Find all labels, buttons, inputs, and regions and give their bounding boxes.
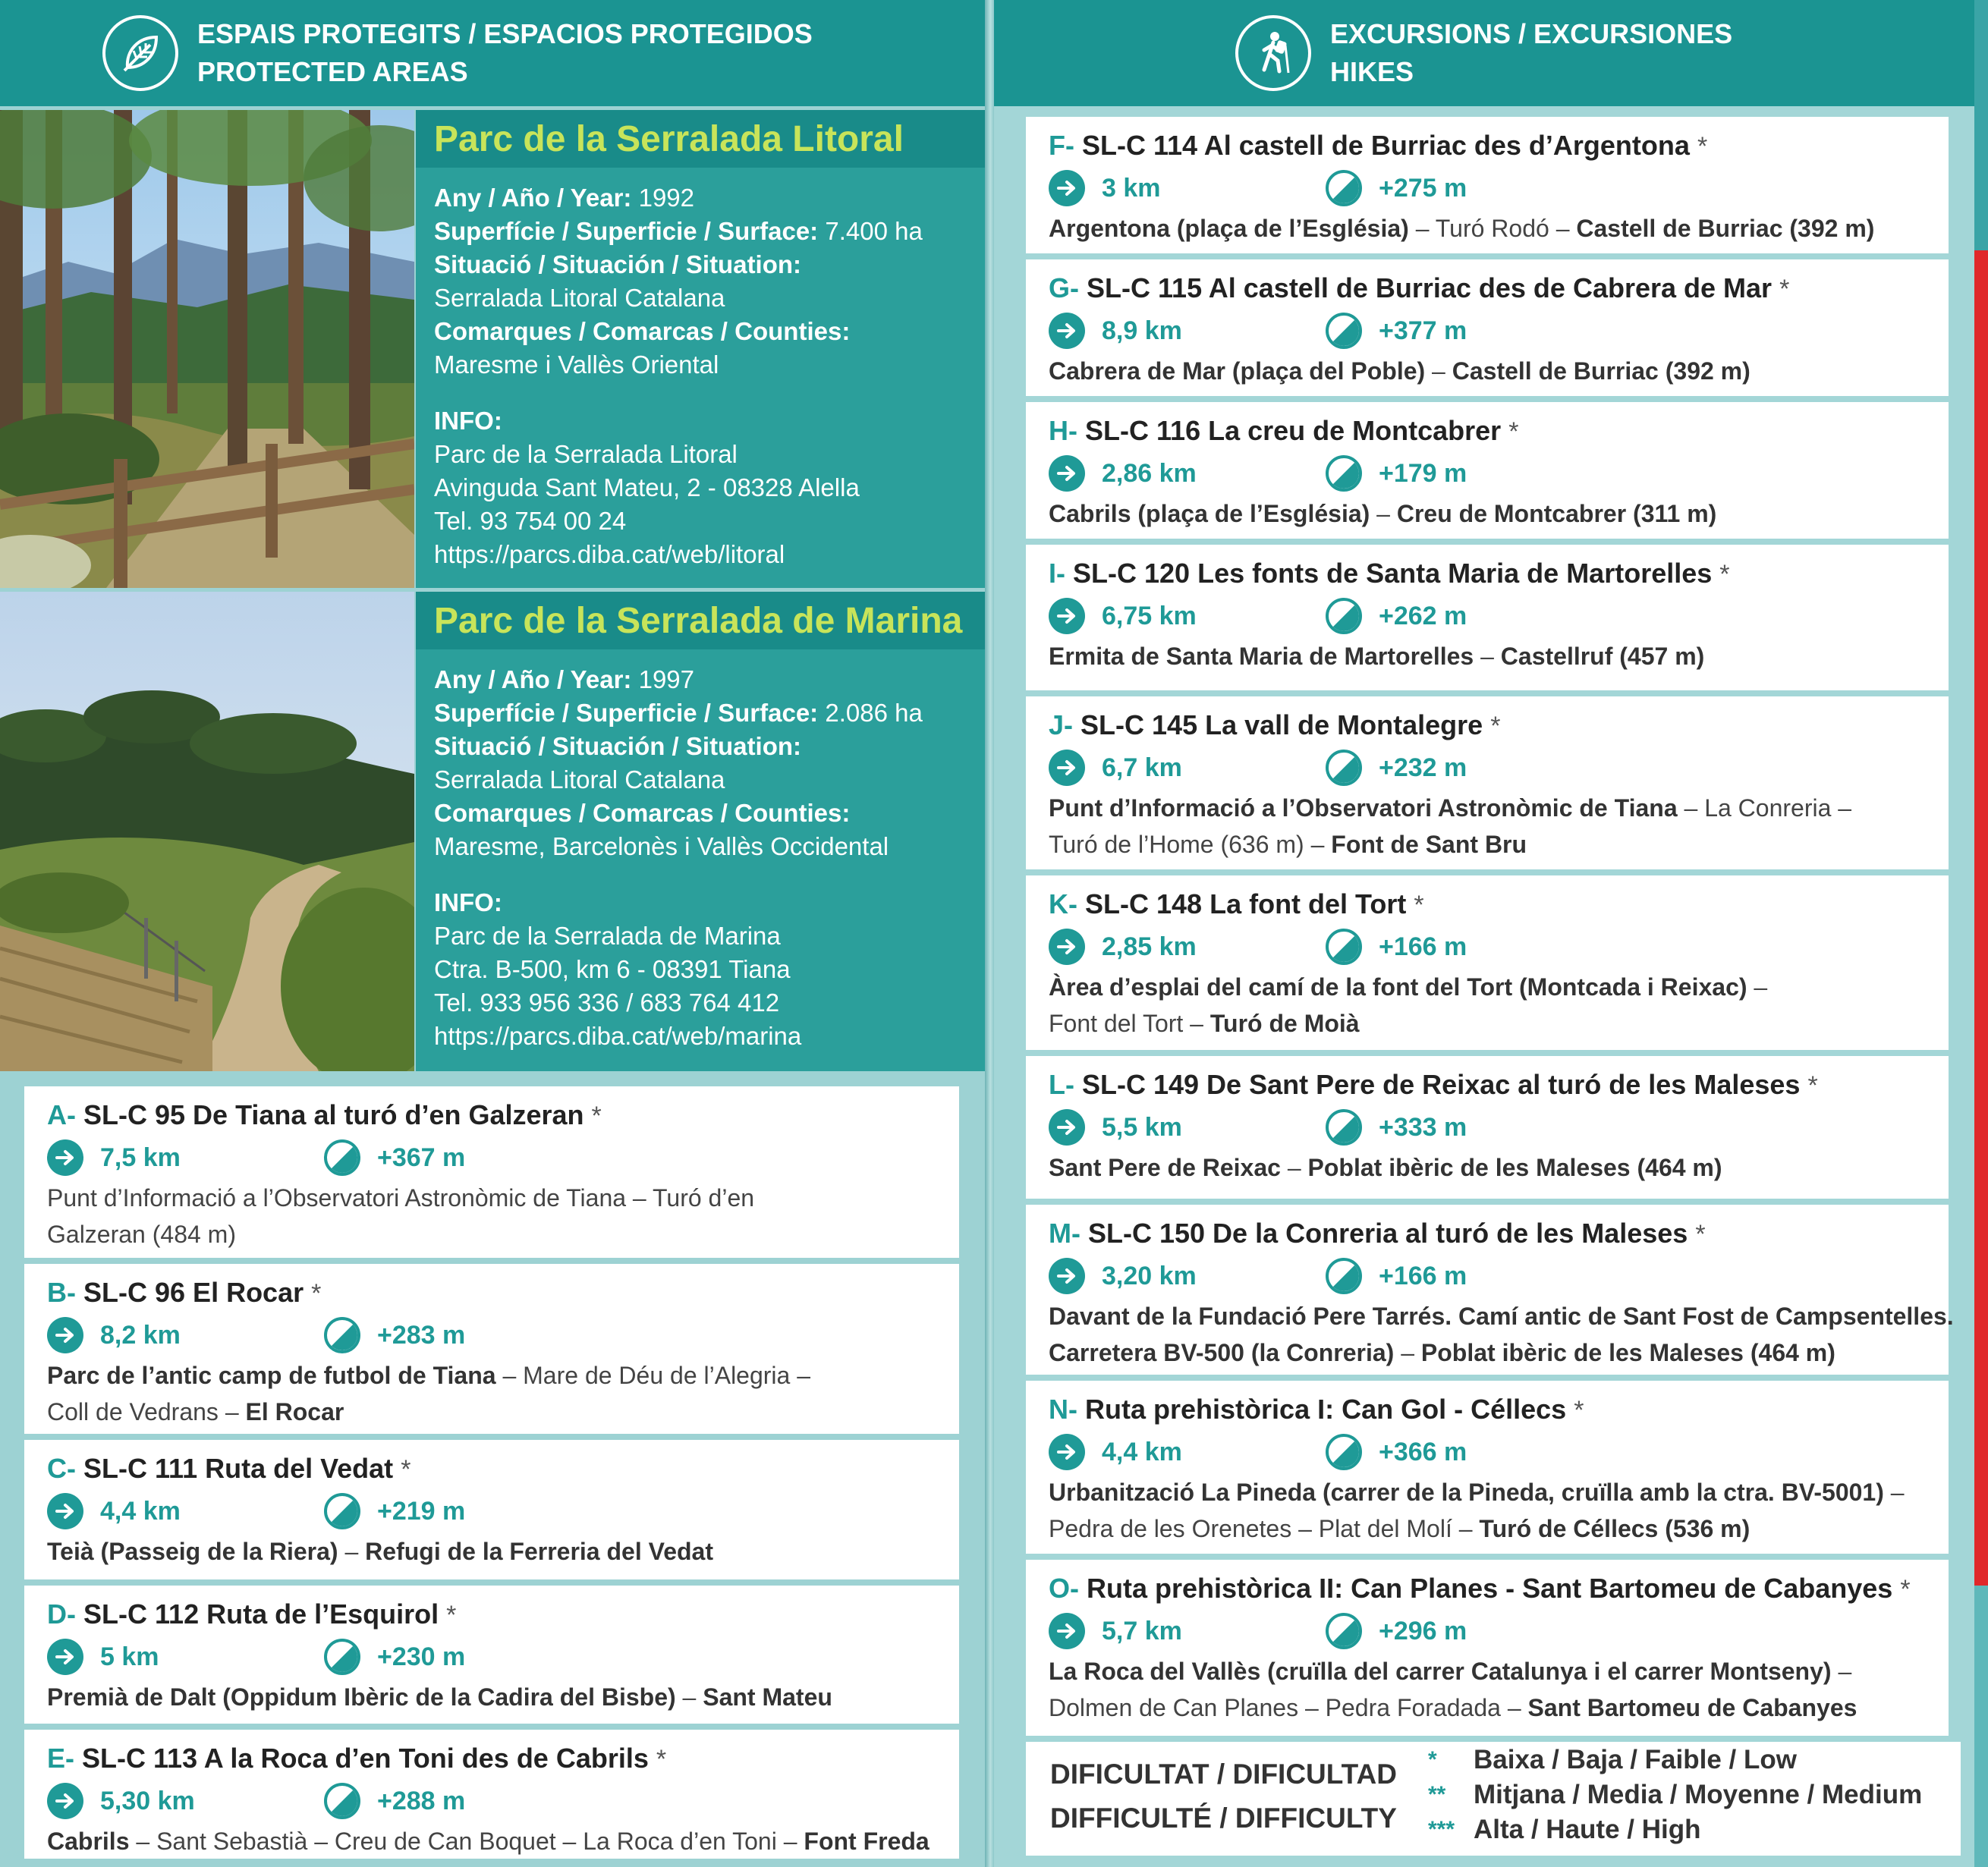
route-title [47, 1596, 959, 1633]
route-card [1026, 1381, 1949, 1554]
route-path-line [47, 1533, 959, 1570]
park-info-name: Parc de la Serralada Litoral [434, 440, 738, 468]
route-path-segment: Pedra de les Orenetes – Plat del Molí – [1049, 1515, 1480, 1542]
route-stats [1049, 309, 1949, 353]
difficulty-legend [1026, 1742, 1961, 1856]
route-name: SL-C 113 A la Roca d’en Toni des de Cabrils [82, 1743, 649, 1774]
route-path-line [1049, 1149, 1949, 1186]
route-distance: 5,7 km [1102, 1616, 1182, 1645]
route-difficulty: * [1807, 1071, 1818, 1100]
park-info-tel: Tel. 933 956 336 / 683 764 412 [434, 989, 780, 1017]
route-letter: M- [1049, 1218, 1081, 1249]
park-info-marina [416, 592, 985, 1071]
route-distance: 2,86 km [1102, 458, 1197, 488]
route-path-line [47, 1394, 959, 1430]
route-path-segment: Premià de Dalt (Oppidum Ibèric de la Cadira del Bisbe) [47, 1683, 676, 1711]
route-name: SL-C 145 La vall de Montalegre [1081, 709, 1483, 740]
route-difficulty: * [1697, 132, 1708, 161]
edge-strip [1974, 0, 1988, 250]
route-stats [1049, 1609, 1949, 1653]
route-path-segment: – [338, 1538, 366, 1565]
route-path-segment: Poblat ibèric de les Maleses (464 m) [1420, 1339, 1835, 1366]
route-card [24, 1086, 959, 1258]
distance-arrow-icon [1049, 750, 1085, 786]
distance-arrow-icon [1049, 1613, 1085, 1649]
difficulty-label-1: DIFICULTAT / DIFICULTAD [1050, 1759, 1397, 1790]
park-info-label: INFO: [434, 888, 502, 916]
route-path-line [1049, 495, 1949, 532]
leaf-icon [102, 15, 178, 91]
distance-arrow-icon [47, 1139, 83, 1176]
elevation-slope-icon [1326, 1109, 1362, 1146]
route-distance: 4,4 km [100, 1496, 181, 1526]
edge-red-strip [1974, 250, 1988, 1586]
route-ascent: +262 m [1379, 601, 1467, 630]
route-distance: 5,30 km [100, 1786, 195, 1815]
elevation-slope-icon [1326, 929, 1362, 965]
park-info-litoral [416, 110, 985, 588]
route-title [1049, 1570, 1949, 1608]
route-stats [1049, 1254, 1949, 1298]
elevation-slope-icon [1326, 170, 1362, 206]
park-info-address: Ctra. B-500, km 6 - 08391 Tiana [434, 955, 791, 983]
park-surface: Superfície / Superficie / Surface: 2.086 ha [434, 699, 923, 727]
route-path-segment: – [1474, 643, 1501, 670]
route-name: SL-C 120 Les fonts de Santa Maria de Martorelles [1073, 558, 1713, 589]
route-letter: E- [47, 1743, 74, 1774]
route-ascent: +366 m [1379, 1437, 1467, 1466]
route-name: SL-C 114 Al castell de Burriac des d’Argentona [1082, 130, 1690, 161]
route-difficulty: * [1490, 712, 1501, 740]
route-path-segment: Sant Bartomeu de Cabanyes [1527, 1694, 1857, 1721]
route-path-line [1049, 638, 1949, 674]
route-path-segment: – [675, 1683, 703, 1711]
distance-arrow-icon [1049, 1258, 1085, 1294]
distance-arrow-icon [1049, 170, 1085, 206]
route-path-segment: – Turó Rodó – [1408, 215, 1577, 242]
elevation-slope-icon [324, 1639, 360, 1675]
park-info-address: Avinguda Sant Mateu, 2 - 08328 Alella [434, 473, 860, 501]
route-path-line [1049, 1653, 1949, 1689]
route-path-segment: – [1747, 973, 1768, 1001]
route-card [24, 1730, 959, 1859]
route-path-segment: Castell de Burriac (392 m) [1452, 357, 1751, 385]
distance-arrow-icon [1049, 929, 1085, 965]
route-title [1049, 707, 1949, 744]
header-line-2: HIKES [1330, 56, 1414, 87]
route-ascent: +219 m [377, 1496, 466, 1526]
route-title [1049, 127, 1949, 165]
route-letter: A- [47, 1099, 76, 1130]
route-path-segment: – Sant Sebastià – Creu de Can Boquet – La Roca d’en Toni – [129, 1828, 804, 1855]
route-path-line [1049, 969, 1949, 1005]
route-path-line [1049, 210, 1949, 247]
route-path-line [1049, 1334, 1949, 1371]
park-counties-label: Comarques / Comarcas / Counties: [434, 317, 851, 345]
route-distance: 8,2 km [100, 1320, 181, 1350]
route-path-segment: Ermita de Santa Maria de Martorelles [1049, 643, 1474, 670]
route-path-segment: Castell de Burriac (392 m) [1576, 215, 1875, 242]
route-path-segment: Turó de l’Home (636 m) – [1049, 831, 1332, 858]
park-situation: Serralada Litoral Catalana [434, 765, 725, 794]
route-stats [47, 1136, 959, 1180]
route-path-segment: Sant Pere de Reixac [1049, 1154, 1281, 1181]
route-distance: 3 km [1102, 173, 1161, 203]
route-difficulty: * [1574, 1396, 1584, 1425]
route-title [1049, 886, 1949, 923]
park-info-name: Parc de la Serralada de Marina [434, 922, 781, 950]
elevation-slope-icon [1326, 455, 1362, 492]
route-name: SL-C 112 Ruta de l’Esquirol [83, 1598, 439, 1630]
route-path-segment: Font de Sant Bru [1331, 831, 1527, 858]
elevation-slope-icon [1326, 1258, 1362, 1294]
route-path-line [47, 1357, 959, 1394]
route-stats [1049, 1430, 1949, 1474]
route-letter: C- [47, 1453, 76, 1484]
route-letter: G- [1049, 272, 1079, 303]
route-stats [47, 1779, 959, 1823]
route-card [24, 1264, 959, 1434]
route-path-segment: Punt d’Informació a l’Observatori Astronòmic de Tiana [1049, 794, 1678, 822]
route-distance: 2,85 km [1102, 932, 1197, 961]
difficulty-level-low: * Baixa / Baja / Faible / Low [1428, 1745, 1797, 1774]
route-name: SL-C 116 La creu de Montcabrer [1085, 415, 1502, 446]
route-path-segment: Dolmen de Can Planes – Pedra Foradada – [1049, 1694, 1528, 1721]
park-title: Parc de la Serralada Litoral [434, 118, 904, 159]
route-path-segment: Àrea d’esplai del camí de la font del Tort (Montcada i Reixac) [1049, 973, 1747, 1001]
photo-serralada-litoral [0, 110, 414, 588]
route-title [47, 1451, 959, 1488]
route-name: Ruta prehistòrica I: Can Gol - Céllecs [1085, 1394, 1567, 1425]
route-title [47, 1097, 959, 1134]
route-ascent: +275 m [1379, 173, 1467, 203]
park-year: Any / Año / Year: 1997 [434, 665, 695, 693]
route-ascent: +179 m [1379, 458, 1467, 488]
park-counties: Maresme, Barcelonès i Vallès Occidental [434, 832, 889, 860]
distance-arrow-icon [1049, 598, 1085, 634]
park-info-tel: Tel. 93 754 00 24 [434, 507, 627, 535]
route-difficulty: * [401, 1455, 411, 1484]
route-title [1049, 555, 1949, 592]
elevation-slope-icon [1326, 1613, 1362, 1649]
route-name: SL-C 95 De Tiana al turó d’en Galzeran [83, 1099, 584, 1130]
route-letter: N- [1049, 1394, 1077, 1425]
distance-arrow-icon [47, 1493, 83, 1529]
route-difficulty: * [1719, 560, 1730, 589]
route-card [1026, 259, 1949, 396]
route-distance: 4,4 km [1102, 1437, 1182, 1466]
route-path-line [1049, 1510, 1949, 1547]
route-name: Ruta prehistòrica II: Can Planes - Sant Bartomeu de Cabanyes [1087, 1573, 1893, 1604]
distance-arrow-icon [1049, 455, 1085, 492]
route-difficulty: * [1779, 275, 1790, 303]
route-difficulty: * [656, 1745, 667, 1774]
park-year: Any / Año / Year: 1992 [434, 184, 695, 212]
route-ascent: +288 m [377, 1786, 466, 1815]
route-card [1026, 875, 1949, 1050]
route-path-line [1049, 790, 1949, 826]
route-path-segment: Argentona (plaça de l’Església) [1049, 215, 1409, 242]
route-title [47, 1740, 959, 1777]
route-ascent: +232 m [1379, 753, 1467, 782]
route-card [1026, 117, 1949, 253]
route-distance: 6,75 km [1102, 601, 1197, 630]
route-path-line [1049, 1005, 1949, 1042]
hiker-icon [1235, 15, 1311, 91]
route-path-segment: Turó de Moià [1209, 1010, 1360, 1037]
route-name: SL-C 96 El Rocar [83, 1277, 304, 1308]
elevation-slope-icon [324, 1317, 360, 1353]
route-card [1026, 1560, 1949, 1736]
route-path-line [1049, 1689, 1949, 1726]
route-path-segment: Davant de la Fundació Pere Tarrés. Camí antic de Sant Fost de Campsentelles. [1049, 1303, 1954, 1330]
route-path-segment: – [1370, 500, 1397, 527]
route-title [1049, 413, 1949, 450]
route-name: SL-C 148 La font del Tort [1085, 888, 1407, 919]
route-path-line [1049, 1298, 1954, 1334]
route-distance: 6,7 km [1102, 753, 1182, 782]
route-path-segment: Carretera BV-500 (la Conreria) [1049, 1339, 1395, 1366]
route-stats [1049, 1105, 1949, 1149]
route-stats [1049, 746, 1949, 790]
route-difficulty: * [446, 1601, 457, 1630]
route-stats [1049, 451, 1949, 495]
route-title [1049, 270, 1949, 307]
route-card [1026, 402, 1949, 539]
route-letter: F- [1049, 130, 1074, 161]
park-situation-label: Situació / Situación / Situation: [434, 732, 802, 760]
route-stats [47, 1313, 959, 1357]
route-path-segment: Turó de Céllecs (536 m) [1479, 1515, 1751, 1542]
route-path-segment: – [1831, 1658, 1852, 1685]
route-distance: 5 km [100, 1642, 159, 1671]
route-stats [1049, 166, 1949, 210]
route-letter: K- [1049, 888, 1077, 919]
difficulty-level-high: *** Alta / Haute / High [1428, 1815, 1701, 1844]
difficulty-label-2: DIFFICULTÉ / DIFFICULTY [1050, 1803, 1397, 1834]
route-letter: O- [1049, 1573, 1079, 1604]
elevation-slope-icon [324, 1493, 360, 1529]
route-letter: H- [1049, 415, 1077, 446]
route-path-segment: – [1394, 1339, 1421, 1366]
route-path-line [47, 1216, 959, 1253]
route-difficulty: * [1508, 417, 1519, 446]
route-card [24, 1586, 959, 1724]
route-path-segment: Creu de Montcabrer (311 m) [1396, 500, 1717, 527]
park-title: Parc de la Serralada de Marina [434, 600, 963, 641]
route-path-segment: Parc de l’antic camp de futbol de Tiana [47, 1362, 496, 1389]
route-letter: D- [47, 1598, 76, 1630]
route-path-line [1049, 353, 1949, 389]
route-ascent: +296 m [1379, 1616, 1467, 1645]
route-letter: J- [1049, 709, 1074, 740]
route-name: SL-C 111 Ruta del Vedat [83, 1453, 394, 1484]
route-name: SL-C 149 De Sant Pere de Reixac al turó de les Maleses [1082, 1069, 1801, 1100]
route-difficulty: * [591, 1102, 602, 1130]
route-card [1026, 696, 1949, 869]
route-name: SL-C 150 De la Conreria al turó de les Maleses [1088, 1218, 1688, 1249]
fold-line [985, 0, 994, 1867]
route-path-segment: – Mare de Déu de l’Alegria – [495, 1362, 811, 1389]
route-card [1026, 1205, 1954, 1375]
route-path-segment: – [1425, 357, 1452, 385]
route-difficulty: * [1414, 891, 1424, 919]
park-situation: Serralada Litoral Catalana [434, 284, 725, 312]
route-path-line [47, 1679, 959, 1715]
route-ascent: +333 m [1379, 1112, 1467, 1142]
header-line-1: ESPAIS PROTEGITS / ESPACIOS PROTEGIDOS [197, 18, 813, 49]
route-path-segment: Refugi de la Ferreria del Vedat [365, 1538, 713, 1565]
route-path-segment: Punt d’Informació a l’Observatori Astronòmic de Tiana – Turó d’en [47, 1184, 755, 1212]
route-card [24, 1440, 959, 1579]
route-stats [1049, 594, 1949, 638]
distance-arrow-icon [1049, 1434, 1085, 1470]
route-distance: 5,5 km [1102, 1112, 1182, 1142]
route-path-segment: Cabrils (plaça de l’Església) [1049, 500, 1370, 527]
route-path-segment: Urbanització La Pineda (carrer de la Pineda, cruïlla amb la ctra. BV-5001) [1049, 1479, 1884, 1506]
elevation-slope-icon [324, 1783, 360, 1819]
park-counties-label: Comarques / Comarcas / Counties: [434, 799, 851, 827]
route-path-segment: Cabrils [47, 1828, 130, 1855]
route-path-line [47, 1180, 959, 1216]
distance-arrow-icon [1049, 1109, 1085, 1146]
distance-arrow-icon [47, 1639, 83, 1675]
elevation-slope-icon [1326, 750, 1362, 786]
route-ascent: +283 m [377, 1320, 466, 1350]
route-stats [47, 1489, 959, 1533]
route-path-segment: – La Conreria – [1677, 794, 1852, 822]
route-path-segment: Font del Tort – [1049, 1010, 1210, 1037]
park-surface: Superfície / Superficie / Surface: 7.400 ha [434, 217, 923, 245]
route-path-segment: Poblat ibèric de les Maleses (464 m) [1307, 1154, 1722, 1181]
route-title [1049, 1215, 1949, 1253]
route-name: SL-C 115 Al castell de Burriac des de Cabrera de Mar [1087, 272, 1773, 303]
route-difficulty: * [1695, 1220, 1706, 1249]
park-counties: Maresme i Vallès Oriental [434, 350, 719, 379]
route-ascent: +367 m [377, 1143, 466, 1172]
route-path-segment: Galzeran (484 m) [47, 1221, 236, 1248]
route-path-segment: Font Freda [804, 1828, 930, 1855]
header-line-2: PROTECTED AREAS [197, 56, 468, 87]
route-path-segment: Castellruf (457 m) [1500, 643, 1705, 670]
protected-areas-header [0, 0, 985, 106]
route-distance: 8,9 km [1102, 316, 1182, 345]
route-path-line [1049, 1474, 1949, 1510]
route-title [47, 1275, 959, 1312]
route-letter: I- [1049, 558, 1065, 589]
route-path-segment: – [1280, 1154, 1308, 1181]
route-path-segment: El Rocar [245, 1398, 344, 1425]
difficulty-level-medium: ** Mitjana / Media / Moyenne / Medium [1428, 1780, 1923, 1809]
route-path-segment: Coll de Vedrans – [47, 1398, 246, 1425]
route-card [1026, 545, 1949, 690]
distance-arrow-icon [47, 1317, 83, 1353]
route-ascent: +377 m [1379, 316, 1467, 345]
elevation-slope-icon [1326, 313, 1362, 349]
elevation-slope-icon [1326, 1434, 1362, 1470]
park-info-url[interactable]: https://parcs.diba.cat/web/litoral [434, 540, 785, 568]
header-line-1: EXCURSIONS / EXCURSIONES [1330, 18, 1733, 49]
route-path-segment: – [1883, 1479, 1905, 1506]
route-stats [47, 1635, 959, 1679]
route-path-segment: Teià (Passeig de la Riera) [47, 1538, 338, 1565]
route-ascent: +230 m [377, 1642, 466, 1671]
elevation-slope-icon [324, 1139, 360, 1176]
route-ascent: +166 m [1379, 1261, 1467, 1290]
photo-serralada-marina [0, 592, 414, 1071]
route-card [1026, 1056, 1949, 1199]
route-difficulty: * [311, 1279, 322, 1308]
park-info-label: INFO: [434, 407, 502, 435]
edge-strip-bottom [1974, 1586, 1988, 1867]
route-letter: L- [1049, 1069, 1074, 1100]
hikes-header [994, 0, 1974, 106]
distance-arrow-icon [47, 1783, 83, 1819]
route-distance: 7,5 km [100, 1143, 181, 1172]
park-info-url[interactable]: https://parcs.diba.cat/web/marina [434, 1022, 802, 1050]
park-situation-label: Situació / Situación / Situation: [434, 250, 802, 278]
route-title [1049, 1067, 1949, 1104]
route-title [1049, 1391, 1949, 1429]
route-path-segment: La Roca del Vallès (cruïlla del carrer Catalunya i el carrer Montseny) [1049, 1658, 1832, 1685]
route-path-segment: Sant Mateu [703, 1683, 832, 1711]
route-letter: B- [47, 1277, 76, 1308]
route-stats [1049, 925, 1949, 969]
route-difficulty: * [1900, 1575, 1911, 1604]
elevation-slope-icon [1326, 598, 1362, 634]
route-path-segment: Cabrera de Mar (plaça del Poble) [1049, 357, 1426, 385]
route-path-line [47, 1823, 959, 1859]
route-distance: 3,20 km [1102, 1261, 1197, 1290]
route-ascent: +166 m [1379, 932, 1467, 961]
distance-arrow-icon [1049, 313, 1085, 349]
route-path-line [1049, 826, 1949, 863]
